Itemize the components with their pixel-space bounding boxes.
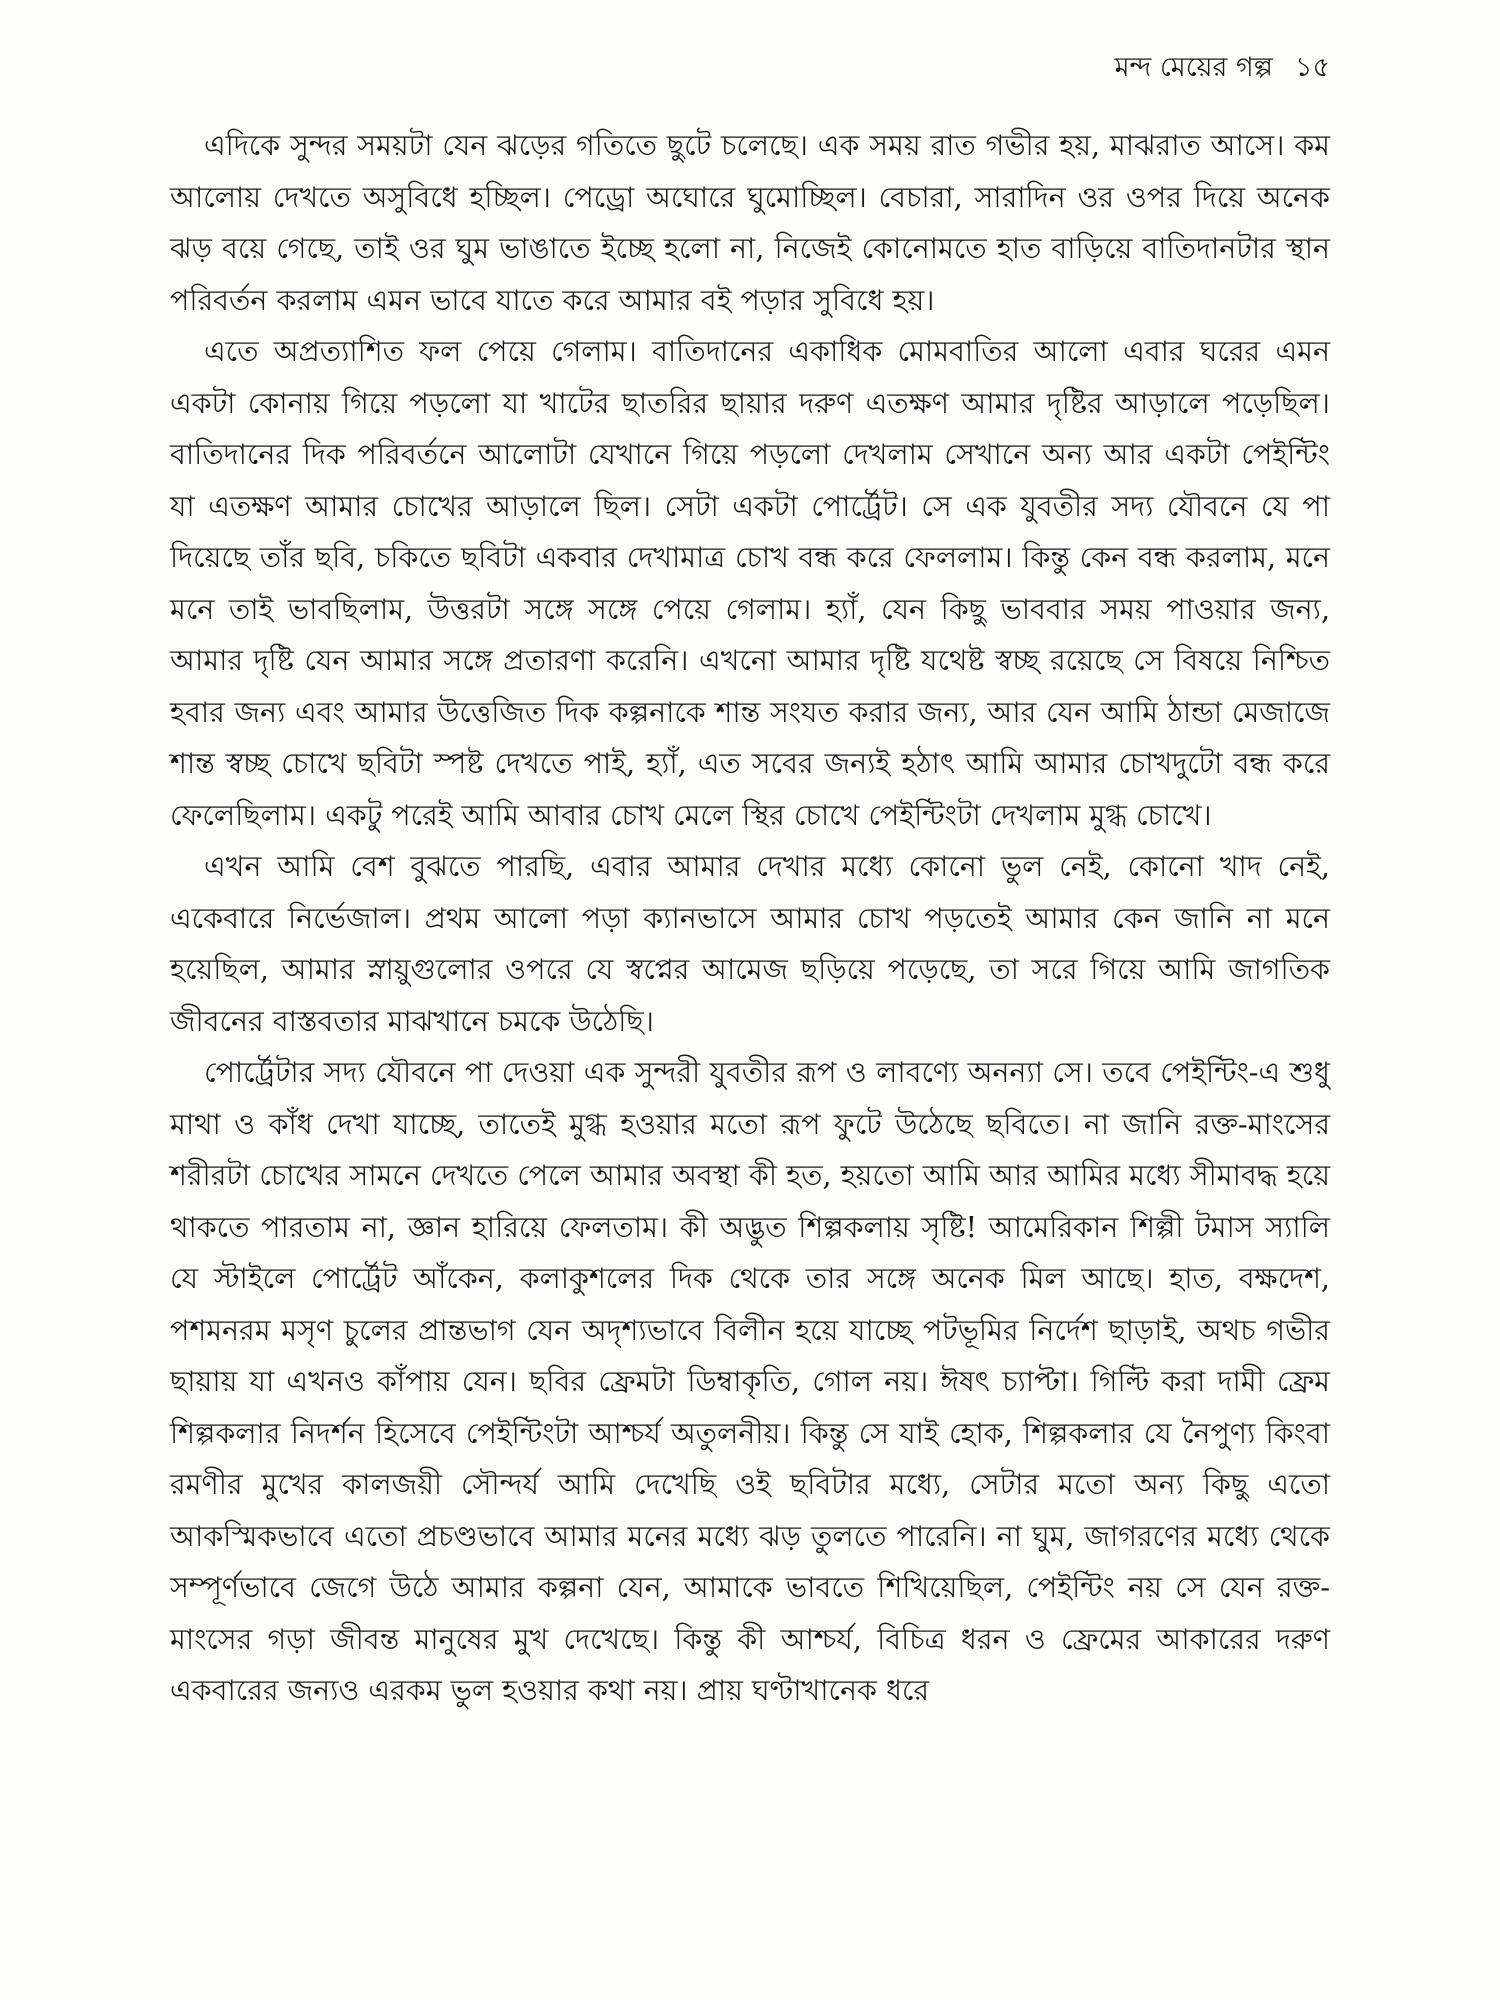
page-number: ১৫ [1294,52,1330,83]
paragraph: এতে অপ্রত্যাশিত ফল পেয়ে গেলাম। বাতিদানের একাধিক মোমবাতির আলো এবার ঘরের এমন একটা কোনায় গিয়ে পড়লো যা খাটের ছাতরির ছায়ার দরুণ এতক্ষণ আমার দৃষ্টির আড়ালে পড়েছিল। বাতিদানের দিক পরিবর্তনে আলোটা যেখানে গিয়ে পড়লো দেখলাম সেখানে অন্য আর একটা পেইন্টিং যা এতক্ষণ আমার চোখের আড়ালে ছিল। সেটা একটা পোর্ট্রেট। সে এক যুবতীর সদ্য যৌবনে যে পা দিয়েছে তাঁর ছবি, চকিতে ছবিটা একবার দেখামাত্র চোখ বন্ধ করে ফেললাম। কিন্তু কেন বন্ধ করলাম, মনে মনে তাই ভাবছিলাম, উত্তরটা সঙ্গে সঙ্গে পেয়ে গেলাম। হ্যাঁ, যেন কিছু ভাববার সময় পাওয়ার জন্য, আমার দৃষ্টি যেন আমার সঙ্গে প্রতারণা করেনি। এখনো আমার দৃষ্টি যথেষ্ট স্বচ্ছ রয়েছে সে বিষয়ে নিশ্চিত হবার জন্য এবং আমার উত্তেজিত দিক কল্পনাকে শান্ত সংযত করার জন্য, আর যেন আমি ঠান্ডা মেজাজে শান্ত স্বচ্ছ চোখে ছবিটা স্পষ্ট দেখতে পাই, হ্যাঁ, এত সবের জন্যই হঠাৎ আমি আমার চোখদুটো বন্ধ করে ফেলেছিলাম। একটু পরেই আমি আবার চোখ মেলে স্থির চোখে পেইন্টিংটা দেখলাম মুগ্ধ চোখে। [170,335,1330,832]
running-header-title: মন্দ মেয়ের গল্প [1114,52,1273,83]
paragraph: এখন আমি বেশ বুঝতে পারছি, এবার আমার দেখার মধ্যে কোনো ভুল নেই, কোনো খাদ নেই, একেবারে নির্ভেজাল। প্রথম আলো পড়া ক্যানভাসে আমার চোখ পড়তেই আমার কেন জানি না মনে হয়েছিল, আমার স্নায়ুগুলোর ওপরে যে স্বপ্নের আমেজ ছড়িয়ে পড়েছে, তা সরে গিয়ে আমি জাগতিক জীবনের বাস্তবতার মাঝখানে চমকে উঠেছি। [170,850,1330,1038]
body-text [170,120,1330,1717]
paragraph: পোর্ট্রেটার সদ্য যৌবনে পা দেওয়া এক সুন্দরী যুবতীর রূপ ও লাবণ্যে অনন্যা সে। তবে পেইন্টিং-এ শুধু মাথা ও কাঁধ দেখা যাচ্ছে, তাতেই মুগ্ধ হওয়ার মতো রূপ ফুটে উঠেছে ছবিতে। না জানি রক্ত-মাংসের শরীরটা চোখের সামনে দেখতে পেলে আমার অবস্থা কী হত, হয়তো আমি আর আমির মধ্যে সীমাবদ্ধ হয়ে থাকতে পারতাম না, জ্ঞান হারিয়ে ফেলতাম। কী অদ্ভুত শিল্পকলায় সৃষ্টি! আমেরিকান শিল্পী টমাস স্যালি যে স্টাইলে পোর্ট্রেট আঁকেন, কলাকুশলের দিক থেকে তার সঙ্গে অনেক মিল আছে। হাত, বক্ষদেশ, পশমনরম মসৃণ চুলের প্রান্তভাগ যেন অদৃশ্যভাবে বিলীন হয়ে যাচ্ছে পটভূমির নির্দেশ ছাড়াই, অথচ গভীর ছায়ায় যা এখনও কাঁপায় যেন। ছবির ফ্রেমটা ডিম্বাকৃতি, গোল নয়। ঈষৎ চ্যাপ্টা। গিল্টি করা দামী ফ্রেম শিল্পকলার নিদর্শন হিসেবে পেইন্টিংটা আশ্চর্য অতুলনীয়। কিন্তু সে যাই হোক, শিল্পকলার যে নৈপুণ্য কিংবা রমণীর মুখের কালজয়ী সৌন্দর্য আমি দেখেছি ওই ছবিটার মধ্যে, সেটার মতো অন্য কিছু এতো আকস্মিকভাবে এতো প্রচণ্ডভাবে আমার মনের মধ্যে ঝড় তুলতে পারেনি। না ঘুম, জাগরণের মধ্যে থেকে সম্পূর্ণভাবে জেগে উঠে আমার কল্পনা যেন, আমাকে ভাবতে শিখিয়েছিল, পেইন্টিং নয় সে যেন রক্ত-মাংসের গড়া জীবন্ত মানুষের মুখ দেখেছে। কিন্তু কী আশ্চর্য, বিচিত্র ধরন ও ফ্রেমের আকারের দরুণ একবারের জন্যও এরকম ভুল হওয়ার কথা নয়। প্রায় ঘণ্টাখানেক ধরে [170,1056,1330,1707]
paragraph: এদিকে সুন্দর সময়টা যেন ঝড়ের গতিতে ছুটে চলেছে। এক সময় রাত গভীর হয়, মাঝরাত আসে। কম আলোয় দেখতে অসুবিধে হচ্ছিল। পেড্রো অঘোরে ঘুমোচ্ছিল। বেচারা, সারাদিন ওর ওপর দিয়ে অনেক ঝড় বয়ে গেছে, তাই ওর ঘুম ভাঙাতে ইচ্ছে হলো না, নিজেই কোনোমতে হাত বাড়িয়ে বাতিদানটার স্থান পরিবর্তন করলাম এমন ভাবে যাতে করে আমার বই পড়ার সুবিধে হয়। [170,129,1330,317]
running-header [1115,48,1330,88]
